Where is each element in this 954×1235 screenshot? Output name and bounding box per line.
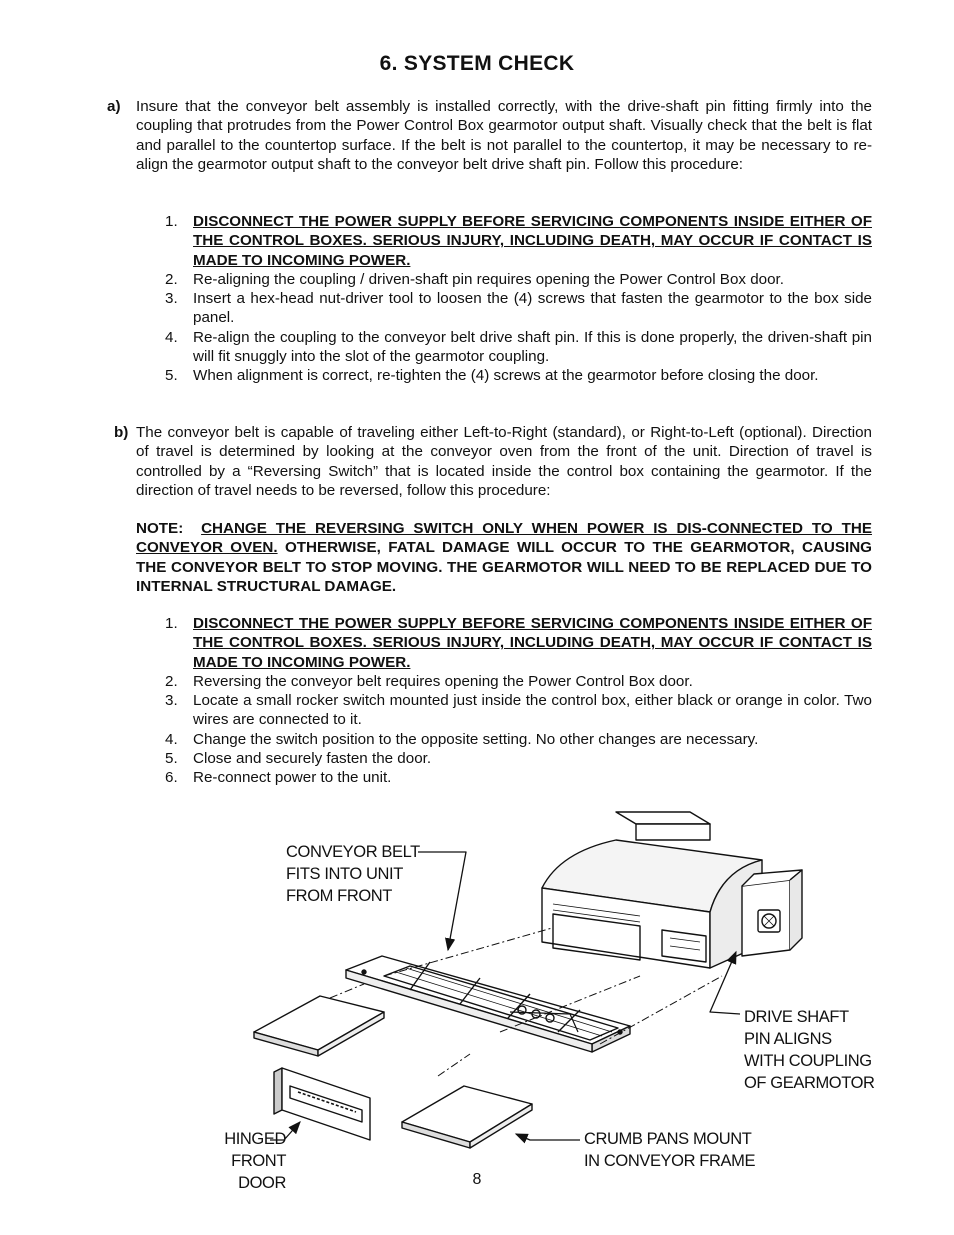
callout-conveyor-belt: CONVEYOR BELT FITS INTO UNIT FROM FRONT bbox=[286, 843, 420, 905]
step-text: Re-align the coupling to the conveyor belt drive shaft pin. If this is done properly, the driven-shaft pin will fit snuggly into the slot of the gearmotor coupling. bbox=[193, 328, 872, 366]
step-number: 3. bbox=[165, 692, 178, 710]
callout-crumb-pans: CRUMB PANS MOUNT IN CONVEYOR FRAME bbox=[584, 1130, 756, 1170]
section-a-marker: a) bbox=[107, 98, 121, 115]
step-number: 2. bbox=[165, 270, 178, 288]
step-text: Re-connect power to the unit. bbox=[193, 769, 392, 787]
list-item bbox=[165, 691, 872, 730]
note-block bbox=[136, 519, 872, 596]
callout-drive-shaft: DRIVE SHAFT PIN ALIGNS WITH COUPLING OF GEARMOTOR bbox=[744, 1008, 875, 1092]
step-text: Change the switch position to the opposite setting. No other changes are necessary. bbox=[193, 730, 759, 748]
oven-body bbox=[542, 812, 802, 968]
step-text: When alignment is correct, re-tighten the (4) screws at the gearmotor before closing the door. bbox=[193, 367, 819, 385]
section-a-intro bbox=[107, 97, 872, 174]
list-item bbox=[165, 212, 872, 270]
callout-hinged-door: HINGED FRONT DOOR bbox=[224, 1130, 286, 1192]
step-text: Close and securely fasten the door. bbox=[193, 750, 432, 768]
step-number: 6. bbox=[165, 769, 178, 787]
step-number: 5. bbox=[165, 750, 178, 768]
warning-text: DISCONNECT THE POWER SUPPLY BEFORE SERVICING COMPONENTS INSIDE EITHER OF THE CONTROL BOXES. SERIOUS INJURY, INCLUDING DEATH, MAY OCCUR IF CONTACT IS MADE TO INCOMING POWER. bbox=[193, 615, 872, 671]
step-text: Re-aligning the coupling / driven-shaft pin requires opening the Power Control Box door. bbox=[193, 270, 784, 288]
step-number: 3. bbox=[165, 290, 178, 308]
assembly-figure bbox=[170, 800, 890, 1190]
warning-text: DISCONNECT THE POWER SUPPLY BEFORE SERVICING COMPONENTS INSIDE EITHER OF THE CONTROL BOXES. SERIOUS INJURY, INCLUDING DEATH, MAY OCCUR IF CONTACT IS MADE TO INCOMING POWER. bbox=[193, 213, 872, 269]
list-item bbox=[165, 289, 872, 328]
list-item bbox=[165, 328, 872, 367]
conveyor-belt-frame bbox=[346, 956, 630, 1052]
list-item bbox=[165, 730, 872, 749]
list-item bbox=[165, 672, 872, 691]
list-item bbox=[165, 366, 872, 385]
list-item bbox=[165, 270, 872, 289]
step-number: 1. bbox=[165, 615, 178, 632]
step-number: 4. bbox=[165, 730, 178, 748]
step-text: Insert a hex-head nut-driver tool to loosen the (4) screws that fasten the gearmotor to the box side panel. bbox=[193, 290, 872, 327]
section-a-text: Insure that the conveyor belt assembly is installed correctly, with the drive-shaft pin fitting firmly into the coupling that protrudes from the Power Control Box gearmotor output shaft. Visually check that the belt is flat and parallel to the countertop surface. If the belt is not parallel to the countertop, it may be necessary to re-align the gearmotor output shaft to the conveyor belt drive shaft pin. Follow this procedure: bbox=[136, 98, 872, 173]
step-number: 1. bbox=[165, 213, 178, 230]
list-item bbox=[165, 749, 872, 768]
step-text: Locate a small rocker switch mounted just inside the control box, either black or orange in color. Two wires are connected to it. bbox=[193, 692, 872, 729]
list-item bbox=[165, 614, 872, 672]
step-text: Reversing the conveyor belt requires opening the Power Control Box door. bbox=[193, 672, 693, 690]
page-number: 8 bbox=[472, 1171, 482, 1188]
hinged-front-door bbox=[274, 1068, 370, 1140]
note-underlined-text: CHANGE THE REVERSING SWITCH ONLY WHEN POWER IS DIS-CONNECTED TO THE CONVEYOR OVEN. bbox=[136, 520, 872, 557]
section-b-intro bbox=[114, 423, 872, 500]
step-number: 4. bbox=[165, 328, 178, 346]
section-a-steps bbox=[165, 212, 872, 386]
section-b-steps bbox=[165, 614, 872, 788]
section-b-marker: b) bbox=[114, 424, 129, 441]
note-text: OTHERWISE, FATAL DAMAGE WILL OCCUR TO THE GEARMOTOR, CAUSING THE CONVEYOR BELT TO STOP MOVING. THE GEARMOTOR WILL NEED TO BE REPLACED DUE TO INTERNAL STRUCTURAL DAMAGE. bbox=[136, 539, 872, 595]
page-title: 6. SYSTEM CHECK bbox=[379, 52, 575, 75]
note-label: NOTE: bbox=[136, 520, 184, 537]
step-number: 2. bbox=[165, 672, 178, 690]
section-b-text: The conveyor belt is capable of traveling either Left-to-Right (standard), or Right-to-Left (optional). Direction of travel is determined by looking at the conveyor oven from the front of the unit. Direction of travel is controlled by a “Reversing Switch” that is located inside the control box containing the gearmotor. If the direction of travel needs to be reversed, follow this procedure: bbox=[136, 424, 872, 499]
step-number: 5. bbox=[165, 367, 178, 385]
list-item bbox=[165, 768, 872, 787]
